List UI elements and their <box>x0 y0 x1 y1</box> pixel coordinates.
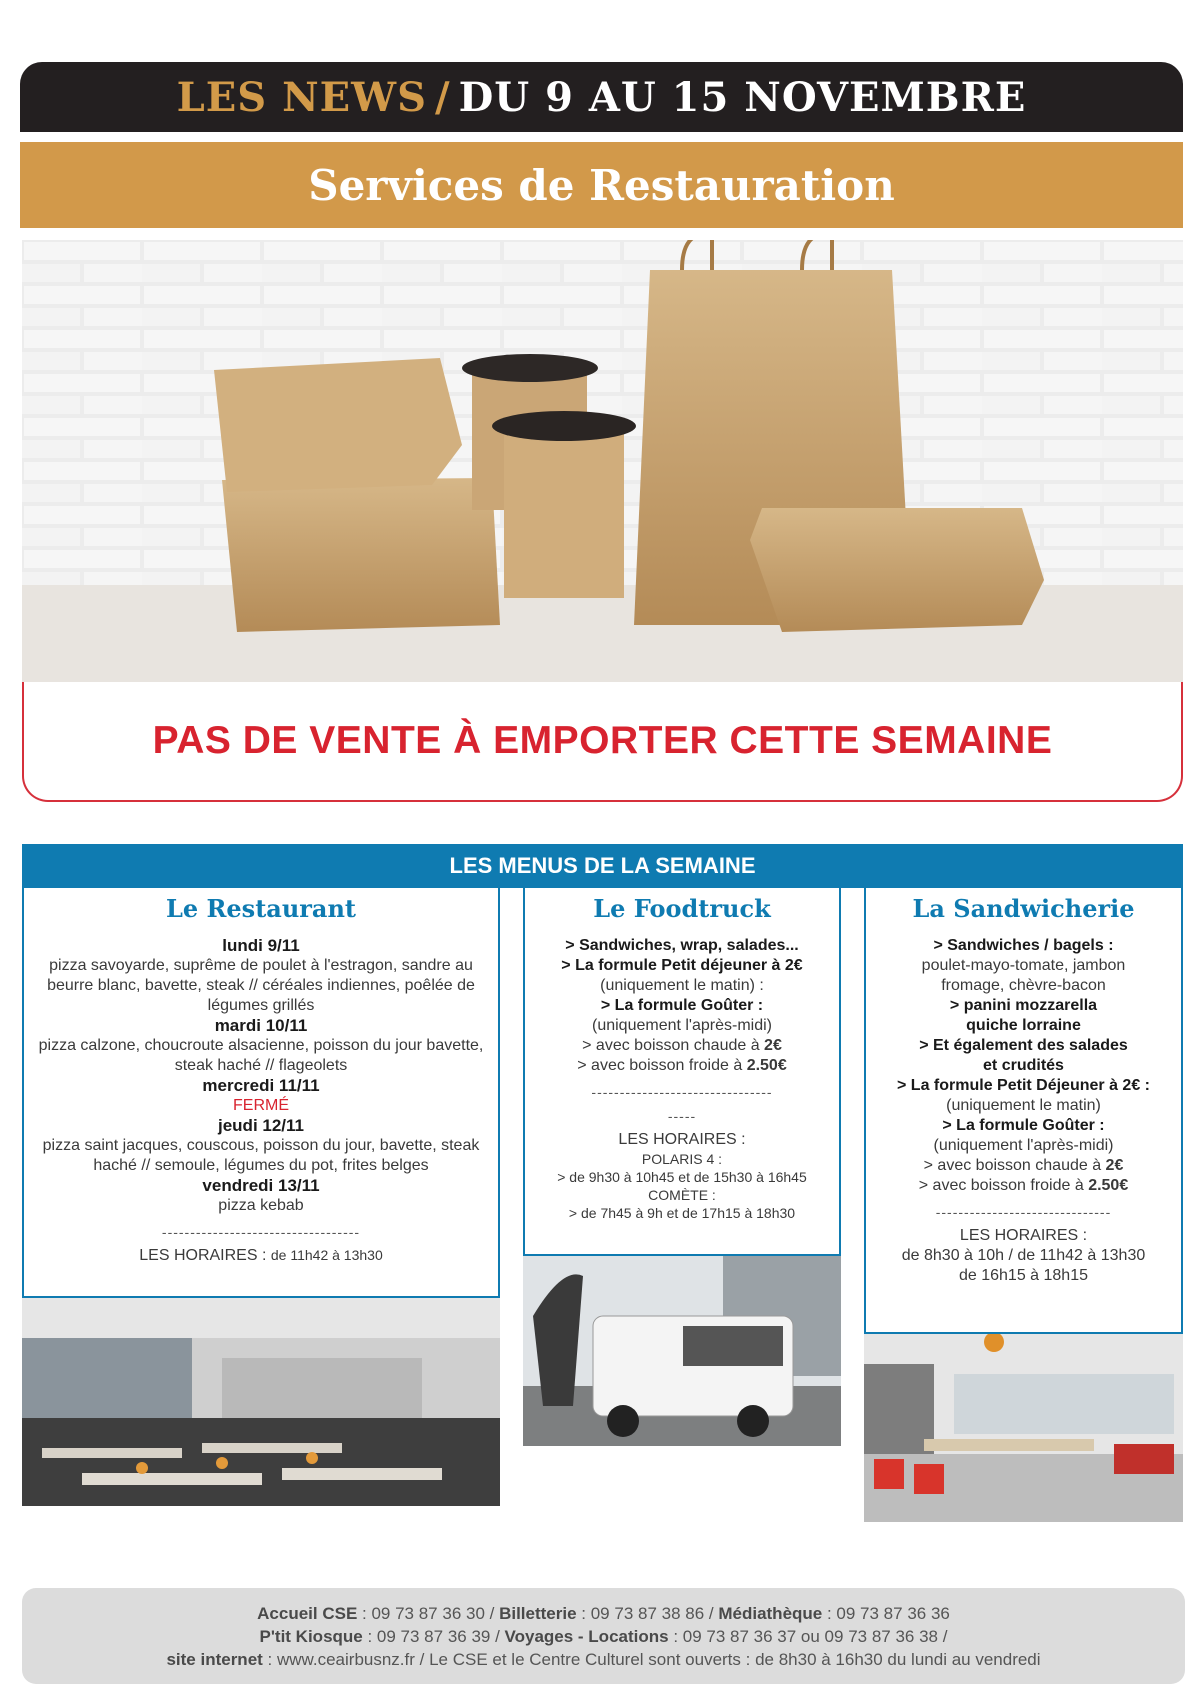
menu-line: > panini mozzarella <box>949 997 1098 1014</box>
footer-value: : 09 73 87 36 30 / <box>357 1603 500 1623</box>
divider: ----- <box>667 1108 697 1124</box>
no-takeaway-notice <box>22 682 1183 802</box>
footer-line <box>166 1648 1040 1671</box>
price-value: 2€ <box>764 1037 782 1054</box>
restaurant-photo <box>22 1298 500 1506</box>
footer-line <box>257 1602 950 1625</box>
sandwicherie-photo <box>864 1334 1183 1522</box>
price-line <box>525 1036 839 1056</box>
header-banner <box>20 62 1183 132</box>
price-line <box>525 1056 839 1076</box>
menus-header <box>22 844 1183 888</box>
day-label: mercredi 11/11 <box>202 1076 320 1095</box>
footer-label: Accueil CSE <box>257 1603 358 1623</box>
menu-line: > Sandwiches / bagels : <box>933 937 1114 954</box>
footer-value: : www.ceairbusnz.fr / Le CSE et le Centre Culturel sont ouverts : de 8h30 à 16h30 du lundi au vendredi <box>262 1649 1041 1669</box>
menus-header-text: LES MENUS DE LA SEMAINE <box>449 853 756 878</box>
menu-line: (uniquement le matin) : <box>600 977 764 994</box>
day-menu: pizza saint jacques, couscous, poisson du jour, bavette, steak haché // semoule, légumes du pot, frites belges <box>42 1137 480 1174</box>
foodtruck-title: Le Foodtruck <box>593 894 771 923</box>
price-value: 2.50€ <box>746 1057 787 1074</box>
divider: ------------------------------- <box>935 1204 1112 1220</box>
price-value: 2.50€ <box>1088 1177 1129 1194</box>
food-truck-image <box>523 1256 841 1446</box>
hours-value: de 16h15 à 18h15 <box>958 1267 1088 1284</box>
site-label: POLARIS 4 : <box>641 1151 723 1167</box>
day-menu: pizza savoyarde, suprême de poulet à l'estragon, sandre au beurre blanc, bavette, steak // céréales indiennes, poêlée de légumes grillés <box>47 957 475 1014</box>
menu-line: > La formule Petit Déjeuner à 2€ : <box>897 1077 1150 1094</box>
menu-line: (uniquement le matin) <box>946 1097 1101 1114</box>
menu-line: et crudités <box>983 1057 1064 1074</box>
service-title-banner <box>20 142 1183 228</box>
footer-label: Billetterie <box>499 1603 577 1623</box>
news-label: LES NEWS <box>176 73 427 121</box>
footer-label: Médiathèque <box>718 1603 823 1623</box>
price-text: > avec boisson froide à <box>577 1057 747 1074</box>
day-label: lundi 9/11 <box>222 936 300 955</box>
menu-line: > La formule Goûter : <box>942 1117 1105 1134</box>
day-menu: pizza kebab <box>218 1197 304 1214</box>
footer-label: P'tit Kiosque <box>259 1626 363 1646</box>
hours-value: de 8h30 à 10h / de 11h42 à 13h30 <box>901 1247 1146 1264</box>
footer-value: : 09 73 87 38 86 / <box>576 1603 719 1623</box>
sandwicherie-title: La Sandwicherie <box>912 894 1135 923</box>
price-text: > avec boisson chaude à <box>582 1037 765 1054</box>
menu-line: quiche lorraine <box>966 1017 1081 1034</box>
foodtruck-photo <box>523 1256 841 1446</box>
menu-line: > La formule Petit déjeuner à 2€ <box>561 957 803 974</box>
footer-line <box>260 1625 948 1648</box>
header-dates: DU 9 AU 15 NOVEMBRE <box>458 73 1027 121</box>
day-label: jeudi 12/11 <box>218 1116 304 1135</box>
menu-line: (uniquement l'après-midi) <box>933 1137 1114 1154</box>
site-hours: > de 9h30 à 10h45 et de 15h30 à 16h45 <box>557 1169 807 1185</box>
foodtruck-column <box>523 888 841 1256</box>
footer-label: site internet <box>166 1649 263 1669</box>
hero-image <box>22 240 1183 682</box>
menu-line: (uniquement l'après-midi) <box>591 1017 772 1034</box>
divider: ----------------------------------- <box>161 1224 361 1240</box>
price-line <box>866 1176 1181 1196</box>
menu-line: > La formule Goûter : <box>600 997 764 1014</box>
price-value: 2€ <box>1105 1157 1124 1174</box>
menu-line: > Et également des salades <box>919 1037 1128 1054</box>
menu-line: fromage, chèvre-bacon <box>941 977 1106 994</box>
notice-text: PAS DE VENTE À EMPORTER CETTE SEMAINE <box>152 719 1053 762</box>
sandwicherie-column <box>864 888 1183 1334</box>
price-line <box>866 1156 1181 1176</box>
hours-label: LES HORAIRES : <box>959 1227 1088 1244</box>
day-label: vendredi 13/11 <box>202 1176 320 1195</box>
hours-label: LES HORAIRES : <box>618 1131 746 1148</box>
menu-line: > Sandwiches, wrap, salades... <box>565 937 799 954</box>
dining-hall-image <box>22 1298 500 1506</box>
price-text: > avec boisson chaude à <box>923 1157 1106 1174</box>
restaurant-column <box>22 888 500 1298</box>
divider: -------------------------------- <box>591 1084 773 1100</box>
sandwicherie-interior-image <box>864 1334 1183 1522</box>
menu-line: poulet-mayo-tomate, jambon <box>921 957 1126 974</box>
day-menu: pizza calzone, choucroute alsacienne, poisson du jour bavette, steak haché // flageolets <box>38 1037 484 1074</box>
hours-label: LES HORAIRES : <box>139 1247 267 1264</box>
footer-label: Voyages - Locations <box>504 1626 669 1646</box>
hours-value: de 11h42 à 13h30 <box>270 1247 383 1263</box>
footer-value: : 09 73 87 36 37 ou 09 73 87 36 38 / <box>668 1626 948 1646</box>
closed-label: FERMÉ <box>233 1097 289 1114</box>
header-separator: / <box>434 73 451 121</box>
footer-value: : 09 73 87 36 36 <box>822 1603 950 1623</box>
price-text: > avec boisson froide à <box>918 1177 1089 1194</box>
contact-footer <box>22 1588 1185 1684</box>
service-title: Services de Restauration <box>308 160 895 210</box>
footer-value: : 09 73 87 36 39 / <box>362 1626 505 1646</box>
restaurant-title: Le Restaurant <box>165 894 357 923</box>
takeaway-packaging-image <box>22 240 1183 682</box>
restaurant-hours <box>24 1246 498 1266</box>
site-label: COMÈTE : <box>648 1187 716 1203</box>
site-hours: > de 7h45 à 9h et de 17h15 à 18h30 <box>568 1205 796 1221</box>
day-label: mardi 10/11 <box>214 1016 308 1035</box>
